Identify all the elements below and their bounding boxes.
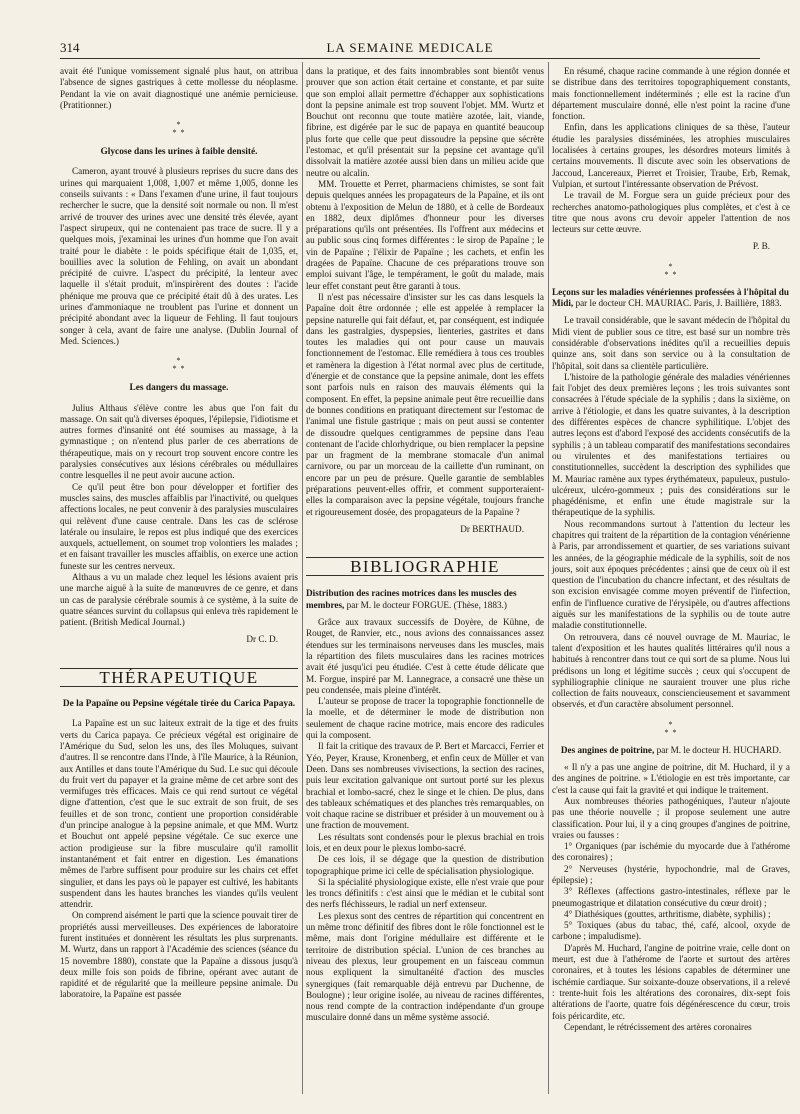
paragraph: Ce qu'il peut être bon pour développer et fortifier des muscles sains, des muscles affaiblis par l'inactivité, ou quelques affections locales, ne peut convenir à des paralysies musculaires qui relèvent d'une cause centrale. Dans les cas de sclérose latérale ou insulaire, le repos est plus indiqué que des exercices auxquels, actuellement, on soumet trop volontiers les malades ; et en faisant travailler les muscles affaiblis, on exerce une action funeste sur les centres nerveux. (60, 481, 298, 571)
page-header (60, 40, 760, 60)
article-author: par M. le docteur FORGUE. (Thèse, 1883.) (346, 599, 507, 610)
paragraph: Si la spécialité physiologique existe, elle n'est vraie que pour les troncs définitifs : c'est ainsi que le médian et le cubital sont des nerfs fléchisseurs, le radial un nerf extenseur. (306, 876, 544, 910)
article-author: par le docteur CH. MAURIAC. Paris, J. Baillière, 1883. (575, 298, 782, 309)
article-title (552, 287, 790, 310)
article-title-text: Des angines de poitrine, (560, 744, 655, 755)
section-separator: * * * (172, 120, 186, 138)
signature: Dr BERTHAUD. (460, 523, 524, 534)
paragraph: MM. Trouette et Perret, pharmaciens chimistes, se sont fait depuis quelques années les propagateurs de la Papaïne, et ils ont obtenu à l'exposition de Melun de 1880, et à celle de Bordeaux en 1882, deux diplômes d'honneur pour les diverses préparations qu'ils ont présentées. Ils l'offrent aux médecins et au public sous cinq formes différentes : le sirop de Papaïne ; le vin de Papaïne ; l'élixir de Papaïne ; les cachets, et enfin les dragées de Papaïne. Chacune de ces préparations trouve son emploi suivant l'âge, le tempérament, le goût du malade, mais leur effet constant peut être garanti à tous. (306, 178, 544, 291)
column-divider (548, 62, 549, 1094)
paragraph: 1° Organiques (par ischémie du myocarde due à l'athérome des coronaires) ; (552, 841, 790, 863)
paragraph: L'auteur se propose de tracer la topographie fonctionnelle de la moelle, et de déterminer le mode de distribution non seulement de chaque racine motrice, mais encore des radicules qui la composent. (306, 696, 544, 741)
paragraph: 5° Toxiques (abus du tabac, thé, café, alcool, oxyde de carbone ; impaludisme). (552, 920, 790, 942)
paragraph: 4° Diathésiques (gouttes, arthritisme, diabète, syphilis) ; (564, 908, 771, 919)
paragraph: 2° Nerveuses (hystérie, hypochondrie, mal de Graves, épilepsie) ; (552, 863, 790, 885)
column-middle (306, 66, 544, 1024)
paragraph: Les plexus sont des centres de répartition qui concentrent en un même tronc définitif des fibres dont le rôle fonctionnel est le même, mais dont l'origine médullaire est différente et le territoire de distribution spécial. L'union de ces branches au niveau des plexus, leur groupement en un faisceau commun nous expliquent la simultanéité d'action des muscles synergiques (fait remarquable déjà entrevu par Duchenne, de Boulogne) ; leur origine isolée, au niveau de racines différentes, nous rend compte de la contraction indépendante d'un groupe musculaire donné dans un même système associé. (306, 910, 544, 1023)
journal-title: LA SEMAINE MEDICALE (326, 40, 494, 55)
paragraph: Cameron, ayant trouvé à plusieurs reprises du sucre dans des urines qui marquaient 1,008, 1,007 et même 1,005, donne les conseils suivants : « Dans l'examen d'une urine, il faut toujours rechercher le sucre, que la densité soit normale ou non. Il m'est arrivé de trouver des urines avec une densité très élevée, ayant l'aspect sirupeux, qui ne contenaient pas trace de sucre. Il y a quelques mois, j'examinai les urines d'un homme que l'on avait traité pour le diabète : le poids spécifique était de 1,035, et, bouillies avec la solution de Fehling, on avait un abondant précipité de cuivre. L'aspect du précipité, la lenteur avec laquelle il s'était produit, m'inspirèrent des doutes : l'acide phénique me prouva que ce précipité était dû à des urates. Les urines d'ammoniaque ne troublent pas l'urine et donnent un précipité abondant avec la liqueur de Fehling. Il faut toujours songer à cela, avant de faire une analyse. (Dublin Journal of Med. Sciences.) (60, 166, 298, 346)
paragraph: dans la pratique, et des faits innombrables sont bientôt venus prouver que son action était certaine et constante, et par suite que son emploi allait permettre d'échapper aux sophistications dont la pepsine animale est trop souvent l'objet. MM. Wurtz et Bouchut ont reconnu que toute matière azotée, lait, viande, fibrine, est digérée par le suc de papaya en quantité beaucoup plus forte que celle que peut dissoudre la pepsine que sécrète l'estomac, et qu'il présentait sur la pepsine cet avantage qu'il dissolvait la matière azotée aussi bien dans un milieu acide que neutre ou alcalin. (306, 66, 544, 178)
paragraph: Les résultats sont condensés pour le plexus brachial en trois lois, et en deux pour le plexus lombo-sacré. (306, 831, 544, 853)
paragraph: Cependant, le rétrécissement des artères coronaires (564, 1021, 752, 1032)
paragraph: L'histoire de la pathologie générale des maladies vénériennes fait l'objet des deux premières leçons ; les trois suivantes sont consacrées à l'étude spéciale de la syphilis ; dans la sixième, on arrive à l'étiologie, et dans les quatre suivantes, à la description des différentes espèces de chancre syphilitique. L'objet des autres leçons est d'abord l'exposé des accidents consécutifs de la syphilis ; à un tableau comparatif des manifestations secondaires ou virulentes et des manifestations tertiaires ou constitutionnelles, succèdent la description des syphilides que M. Mauriac ramène aux types érythémateux, papuleux, pustulo-ulcéreux, ulcéro-gommeux ; puis des considérations sur le phagédénisme, et enfin une étude magistrale sur la thérapeutique de la syphilis. (552, 371, 790, 518)
paragraph: De ces lois, il se dégage que la question de distribution topographique prime ici celle de spécialisation physiologique. (306, 854, 544, 876)
article-title (552, 745, 790, 756)
header-rule (60, 58, 760, 59)
signature: P. B. (752, 241, 770, 252)
column-left (60, 66, 298, 1001)
paragraph: 3° Réflexes (affections gastro-intestinales, réflexe par le pneumogastrique et dilatation consécutive du cœur droit) ; (552, 886, 790, 908)
paragraph: Althaus a vu un malade chez lequel les lésions avaient pris une marche aiguë à la suite de manœuvres de ce genre, et dans un cas de paralysie cérébrale soumis à ce système, à la suite de quatre séances survint du collapsus qui enleva très rapidement le patient. (British Medical Journal.) (60, 571, 298, 628)
article-title-text: Leçons sur les maladies vénériennes professées à l'hôpital du Midi, (552, 286, 790, 309)
paragraph: On retrouvera, dans cé nouvel ouvrage de M. Mauriac, le talent d'exposition et les hautes qualités littéraires qu'il nous a habitués à rencontrer dans tout ce qui sort de sa plume. Nous lui prédisons un long et légitime succès ; ceux qui s'occupent de syphiliographie clinique ne sauraient trouver une plus riche collection de faits nouveaux, consciencieusement et savamment observés, et d'un caractère absolument personnel. (552, 631, 790, 710)
page-number: 314 (60, 40, 80, 55)
paragraph: Enfin, dans les applications cliniques de sa thèse, l'auteur étudie les paralysies disséminées, les atrophies musculaires localisées à certains groupes, les désordres moteurs limités à certains mouvements. Il discute avec soin les observations de Jaccoud, Lancereaux, Pierret et Troisier, Traube, Erb, Remak, Vulpian, et surtout l'intéressante observation de Prévost. (552, 122, 790, 189)
paragraph: Grâce aux travaux successifs de Doyère, de Kühne, de Rouget, de Ranvier, etc., nous avions des connaissances assez étendues sur les terminaisons nerveuses dans les muscles, mais la répartition des filets musculaires dans les racines motrices avait été jusqu'ici peu étudiée. C'est à cette étude délicate que M. Forgue, inspiré par M. Lannegrace, a consacré une thèse un peu condensée, mais pleine d'intérêt. (306, 617, 544, 695)
paragraph: En résumé, chaque racine commande à une région donnée et se distribue dans des territoires topographiquement constants, mais fonctionnellement indéterminés ; elle est la racine d'un département musculaire donné, elle n'est point la racine d'une fonction. (552, 66, 790, 122)
paragraph: avait été l'unique vomissement signalé plus haut, on attribua l'absence de signes gastriques à cette mollesse du néoplasme. Pendant la vie on avait diagnostiqué une anémie pernicieuse. (Pratitionner.) (60, 66, 298, 110)
column-divider (302, 62, 303, 1094)
article-title-text: Distribution des racines motrices dans les muscles des membres, (306, 588, 517, 610)
paragraph: Julius Althaus s'élève contre les abus que l'on fait du massage. On sait qu'à diverses époques, l'épilepsie, l'idiotisme et autres formes d'insanité ont été soumises au massage, à la gymnastique ; on n'entend plus parler de ces aberrations de thérapeutique, mais on y recourt trop souvent encore contre les paralysies consécutives aux lésions cérébrales ou médullaires contre lesquelles il ne peut avoir aucune action. (60, 402, 298, 481)
paragraph: La Papaïne est un suc laiteux extrait de la tige et des fruits verts du Carica papaya. Ce précieux végétal est originaire de l'Amérique du Sud, selon les uns, des îles Moluques, suivant d'autres. Il se rencontre dans l'Inde, à l'île Maurice, à la Réunion, aux Antilles et dans toute l'Amérique du Sud. Le suc qui découle du fruit vert du papayer et la graine même de cet arbre sont des vermifuges très efficaces. Mais ce qui rend surtout ce végétal digne d'attention, c'est que le suc extrait de son fruit, de ses feuilles et de son tronc, contient une proportion considérable d'un principe analogue à la pepsine animale, et que MM. Wurtz et Bouchut ont appelé pepsine végétale. Ce suc exerce une action prodigieuse sur la fibre musculaire qu'il ramollit instantanément et fait entrer en digestion. Les émanations mêmes de l'arbre suffisent pour produire sur les chairs cet effet singulier, et dans les pays où le papayer est cultivé, les habitants suspendent dans les hautes branches les viandes qu'ils veulent attendrir. (60, 718, 298, 910)
section-separator: * * * (664, 261, 678, 279)
signature: Dr C. D. (246, 634, 278, 645)
article-title: De la Papaïne ou Pepsine végétale tirée du Carica Papaya. (62, 699, 296, 710)
section-separator: * * * (172, 356, 186, 374)
paragraph: Il n'est pas nécessaire d'insister sur les cas dans lesquels la Papaïne doit être ordonnée ; elle est appelée à remplacer la pepsine naturelle qui fait défaut, et, par conséquent, est indiquée dans les gastralgies, dyspepsies, lienteries, gastrites et dans toutes les maladies qui ont pour cause un mauvais fonctionnement de l'estomac. Elle remédiera à tous ces troubles et ramènera la digestion à l'état normal avec plus de certitude, d'énergie et de constance que la pepsine animale, dont les effets sont parfois nuls en raison des mauvais éléments qui la composent. En effet, la pepsine animale peut être recueillie dans de bonnes conditions en pratiquant directement sur l'estomac de l'animal une fistule gastrique ; mais on peut aussi se contenter de dissoudre quelques centigrammes de pepsine dans l'eau contenant de l'acide chlorhydrique, ou bien remplacer la pepsine par un fragment de la membrane stomacale d'un animal carnivore, ou par un morceau de la caillette d'un ruminant, on encore par un peu de présure. Quelle garantie de semblables préparations peuvent-elles offrir, et comment supporteraient-elles la comparaison avec la pepsine végétale, toujours franche et rigoureusement dosée, des propagateurs de la Papaïne ? (306, 291, 544, 517)
section-heading: BIBLIOGRAPHIE (306, 557, 544, 576)
paragraph: Nous recommandons surtout à l'attention du lecteur les chapitres qui traitent de la répartition de la contagion vénérienne à Paris, par arrondissement et quartier, de ses variations suivant les années, de la géographie médicale de la syphilis, soit de nos jours, soit aux époques précédentes ; ainsi que de ceux où il est question de l'incubation du chancre infectant, et des résultats de son excision envisagée comme moyen préventif de l'infection, enfin de l'influence curative de l'érysipèle, ou d'autres affections aiguës sur les manifestations de la syphilis ou de toute autre maladie constitutionnelle. (552, 518, 790, 631)
article-author: par M. le docteur H. HUCHARD. (656, 744, 782, 755)
article-title (306, 588, 544, 611)
paragraph: Aux nombreuses théories pathogéniques, l'auteur n'ajoute pas une théorie nouvelle ; il propose seulement une autre classification. Pour lui, il y a cinq groupes d'angines de poitrine, vraies ou fausses : (552, 795, 790, 840)
paragraph: Le travail de M. Forgue sera un guide précieux pour des recherches anatomo-pathologiques plus complètes, et c'est à ce titre que nous avons cru devoir appeler l'attention de nos lecteurs sur cette œuvre. (552, 190, 790, 235)
paragraph: Le travail considérable, que le savant médecin de l'hôpital du Midi vient de publier sous ce titre, est basé sur un nombre très considérable d'observations inédites qu'il a recueillies depuis quinze ans, soit dans son service ou à la consultation de l'hôpital, soit dans sa clientèle particulière. (552, 315, 790, 371)
section-heading: THÉRAPEUTIQUE (60, 668, 298, 687)
column-right (552, 66, 790, 1033)
article-title: Les dangers du massage. (129, 383, 229, 394)
article-title: Glycose dans les urines à faible densité. (100, 147, 258, 158)
section-separator: * * * (664, 719, 678, 737)
paragraph: « Il n'y a pas une angine de poitrine, dit M. Huchard, il y a des angines de poitrine. » L'étiologie en est très importante, car c'est la cause qui fait la gravité et qui indique le traitement. (552, 762, 790, 795)
paragraph: Il fait la critique des travaux de P. Bert et Marcacci, Ferrier et Yéo, Peyer, Krause, Kronenberg, et enfin ceux de Müller et van Deen. Dans ses nombreuses vivisections, la section des racines, puis leur excitation galvanique ont surtout porté sur les plexus brachial et lombo-sacré, chez le singe et le chien. De plus, dans des tableaux schématiques et des planches très remarquables, on voit chaque racine se distribuer et présider à un mouvement ou à une fraction de mouvement. (306, 741, 544, 831)
paragraph: On comprend aisément le parti que la science pouvait tirer de propriétés aussi merveilleuses. Des expériences de laboratoire furent instituées et donnèrent les résultats les plus surprenants. M. Wurtz, dans un rapport à l'Académie des sciences (séance du 15 novembre 1880), constate que la Papaïne a dissous jusqu'à deux mille fois son poids de fibrine, opérant avec autant de rapidité et de régularité que la meilleure pepsine animale. Du laboratoire, la Papaïne est passée (60, 910, 298, 1000)
paragraph: D'après M. Huchard, l'angine de poitrine vraie, celle dont on meurt, est due à l'athérome de l'aorte et surtout des artères coronaires, et à toutes les lésions capables de déterminer une ischémie cardiaque. Sur soixante-douze observations, il a relevé : trente-huit fois les altérations des coronaires, dix-sept fois altérations de l'aorte, quatre fois dégénérescence du cœur, trois fois péricardite, etc. (552, 942, 790, 1021)
